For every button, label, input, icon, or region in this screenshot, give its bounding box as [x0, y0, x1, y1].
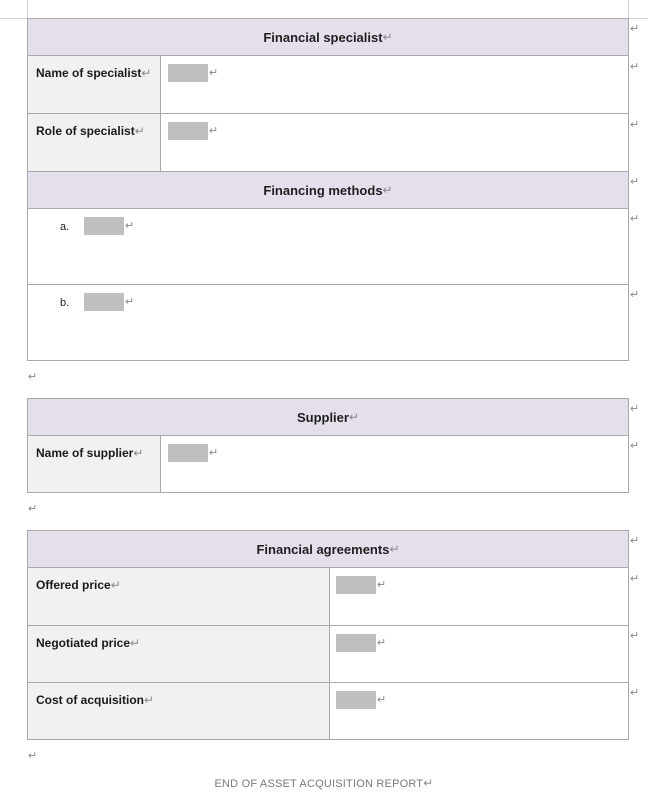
specialist-role-label-cell: Role of specialist↵: [28, 114, 161, 171]
specialist-role-row: [27, 114, 629, 172]
negotiated-price-label: Negotiated price: [36, 636, 131, 650]
financial-specialist-header: [27, 18, 629, 56]
cost-of-acquisition-label: Cost of acquisition: [36, 693, 144, 707]
cell-end-mark: ↵: [209, 67, 219, 79]
cell-end-mark: ↵: [125, 220, 135, 232]
margin-guide-left: [27, 0, 28, 18]
row-end-mark: ↵: [630, 289, 640, 301]
supplier-name-row: [27, 436, 629, 493]
cost-of-acquisition-label-cell: Cost of acquisition↵: [28, 683, 330, 739]
margin-guide-right: [628, 0, 629, 18]
offered-price-label-cell: Offered price↵: [28, 568, 330, 625]
cell-end-mark: ↵: [377, 579, 387, 591]
list-letter-a: a.: [60, 221, 70, 233]
specialist-role-label: Role of specialist: [36, 124, 135, 138]
cell-end-mark: ↵: [125, 296, 135, 308]
financing-method-b-row: [27, 285, 629, 361]
cost-of-acquisition-field[interactable]: [336, 691, 376, 709]
specialist-role-field[interactable]: [168, 122, 208, 140]
row-end-mark: ↵: [630, 535, 640, 547]
offered-price-row: [27, 568, 629, 626]
specialist-name-label-cell: Name of specialist↵: [28, 56, 161, 113]
row-end-mark: ↵: [630, 213, 640, 225]
paragraph-mark: ↵: [28, 750, 38, 762]
cell-end-mark: ↵: [382, 30, 393, 44]
row-end-mark: ↵: [630, 23, 640, 35]
row-end-mark: ↵: [630, 630, 640, 642]
negotiated-price-field[interactable]: [336, 634, 376, 652]
row-end-mark: ↵: [630, 403, 640, 415]
financing-method-b-field[interactable]: [84, 293, 124, 311]
financing-methods-title: Financing methods: [263, 182, 383, 198]
list-letter-b: b.: [60, 297, 70, 309]
offered-price-label: Offered price: [36, 578, 111, 592]
supplier-header: Supplier ↵: [27, 398, 629, 436]
row-end-mark: ↵: [630, 440, 640, 452]
paragraph-mark: ↵: [28, 503, 38, 515]
financing-method-a-field[interactable]: [84, 217, 124, 235]
specialist-name-row: [27, 56, 629, 114]
negotiated-price-row: [27, 626, 629, 683]
row-end-mark: ↵: [630, 176, 640, 188]
offered-price-field[interactable]: [336, 576, 376, 594]
end-of-report-footer: END OF ASSET ACQUISITION REPORT↵: [214, 776, 434, 790]
specialist-name-field[interactable]: [168, 64, 208, 82]
financial-agreements-header: Financial agreements ↵: [27, 530, 629, 568]
cost-of-acquisition-row: [27, 683, 629, 740]
supplier-name-label-cell: Name of supplier↵: [28, 436, 161, 492]
cell-end-mark: ↵: [209, 447, 219, 459]
cell-end-mark: ↵: [377, 637, 387, 649]
financing-method-a-row: [27, 209, 629, 285]
cell-end-mark: ↵: [377, 694, 387, 706]
financial-agreements-title: Financial agreements: [256, 541, 390, 557]
footer-text: END OF ASSET ACQUISITION REPORT: [214, 778, 424, 790]
paragraph-mark: ↵: [28, 371, 38, 383]
row-end-mark: ↵: [630, 687, 640, 699]
cell-end-mark: ↵: [209, 125, 219, 137]
row-end-mark: ↵: [630, 61, 640, 73]
row-end-mark: ↵: [630, 119, 640, 131]
supplier-name-label: Name of supplier: [36, 446, 134, 460]
negotiated-price-label-cell: Negotiated price↵: [28, 626, 330, 682]
specialist-name-label: Name of specialist: [36, 66, 142, 80]
supplier-title: Supplier: [296, 409, 349, 425]
row-end-mark: ↵: [630, 573, 640, 585]
financial-specialist-title: Financial specialist: [263, 29, 383, 45]
financing-methods-header: Financing methods ↵: [27, 171, 629, 209]
supplier-name-field[interactable]: [168, 444, 208, 462]
